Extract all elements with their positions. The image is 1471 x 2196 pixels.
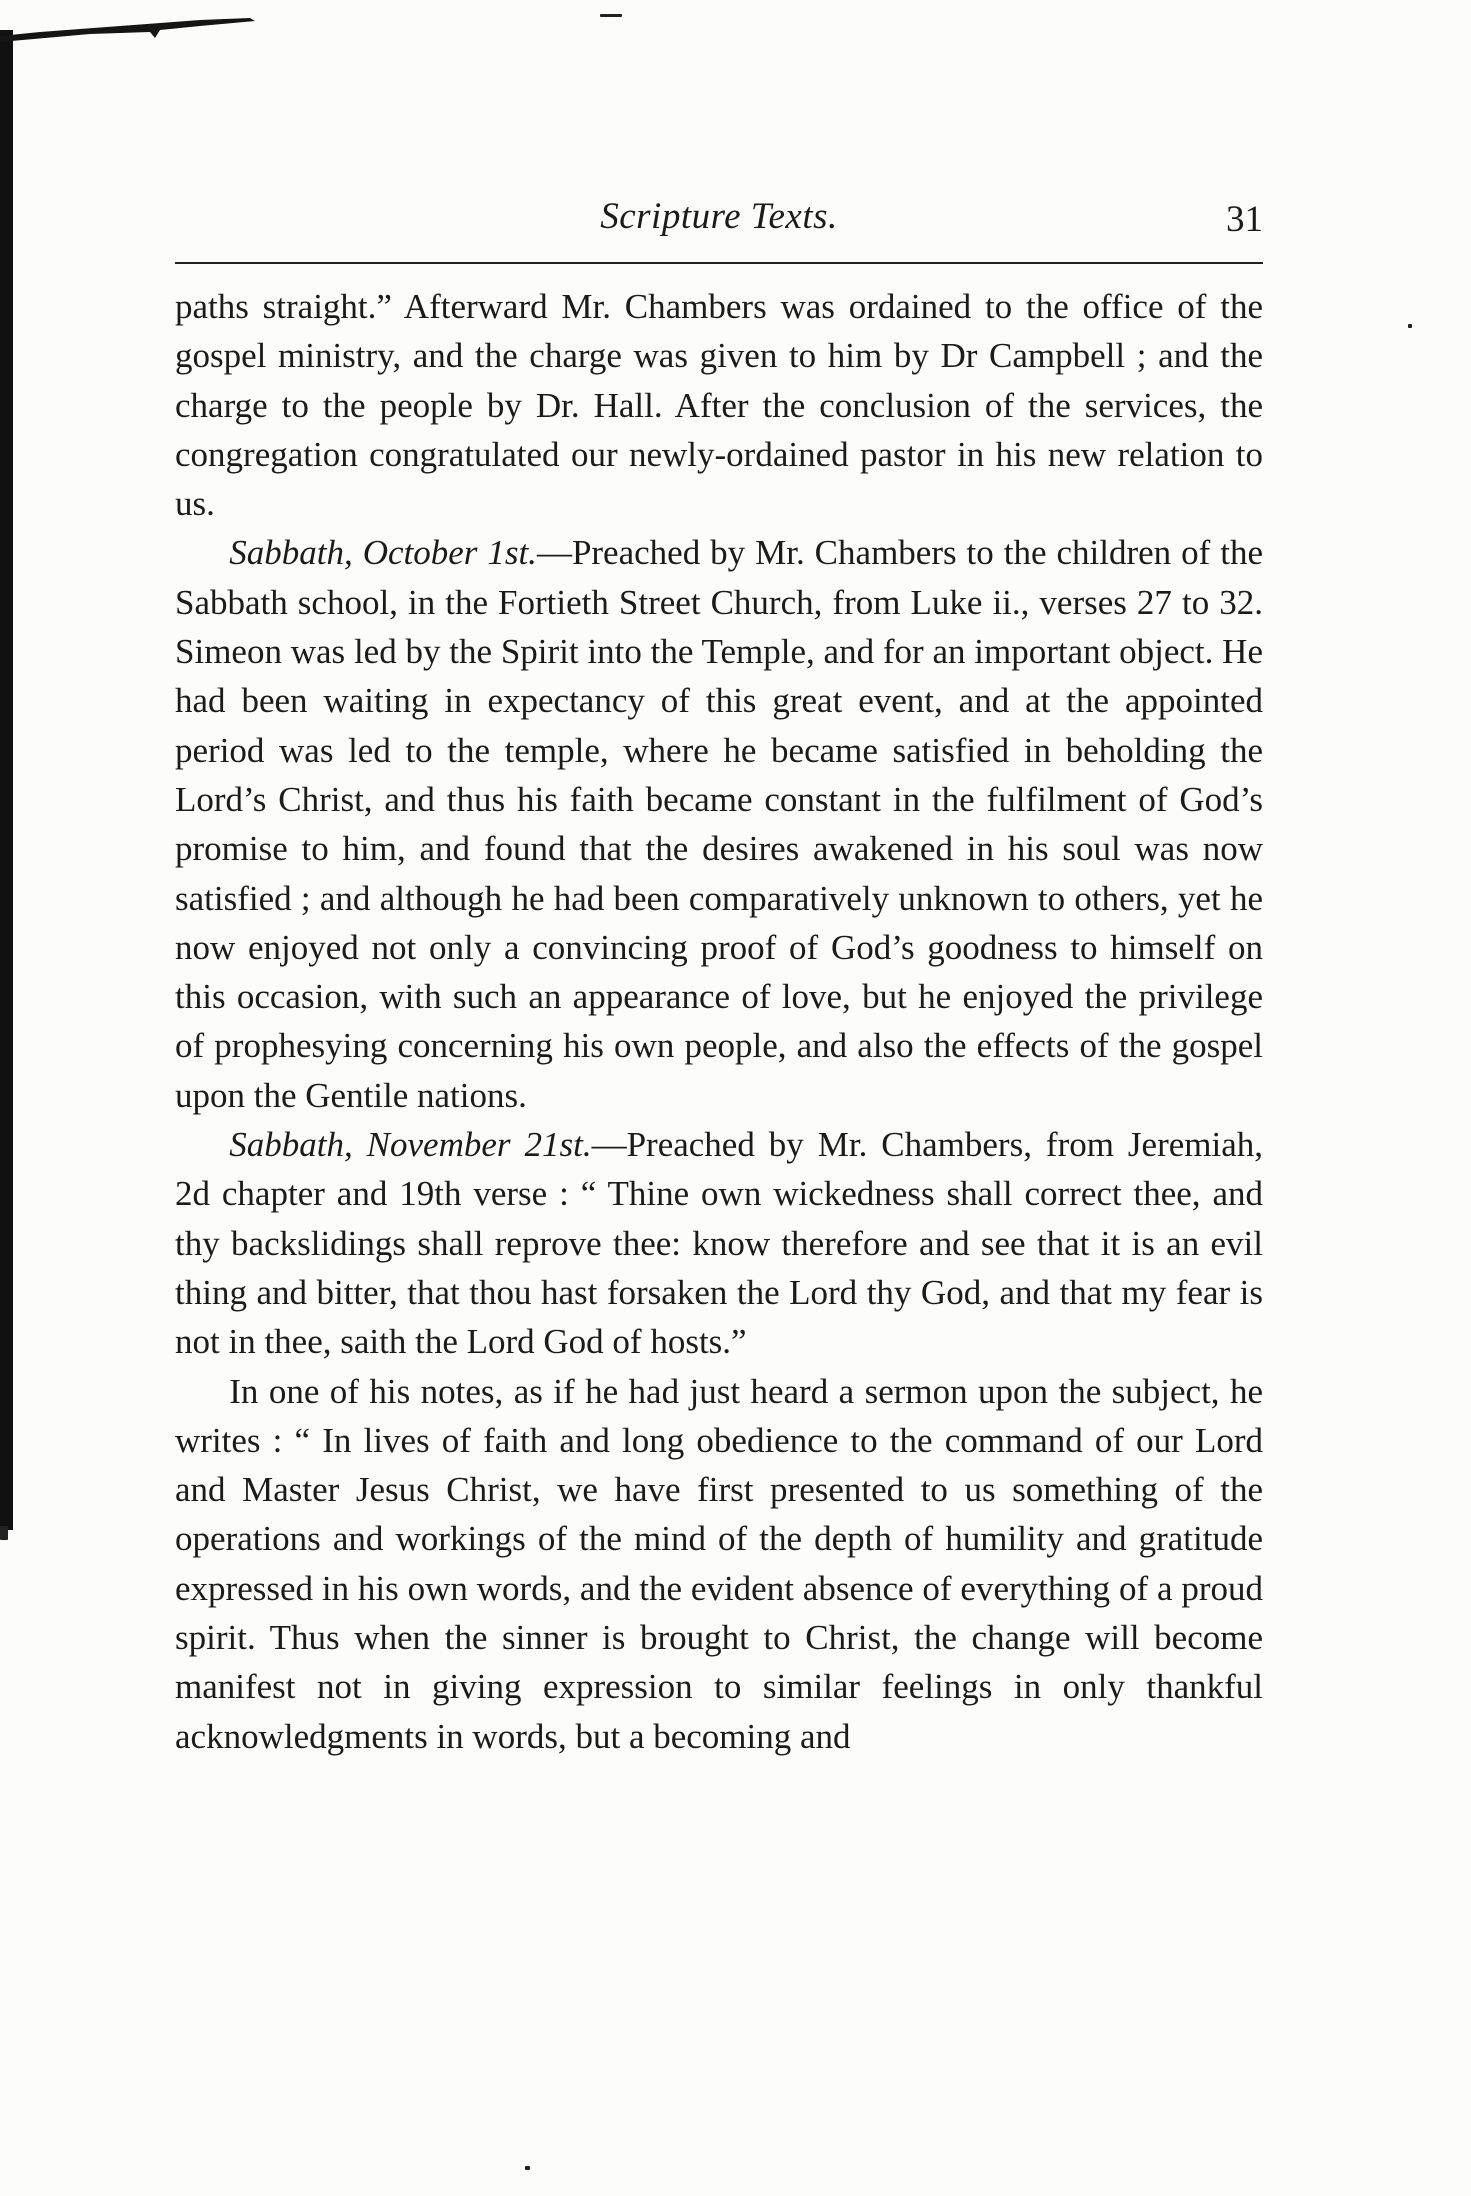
- paragraph-text: paths straight.” Afterward Mr. Chambers was ordained to the office of the gospel ministry, and the charge was given to him by Dr Campbell ; and the charge to the people by Dr. Hall. After the conclusion of the services, the congregation congratulated our newly-ordained pastor in his new relation to us.: [175, 287, 1263, 524]
- paragraph: [175, 282, 1263, 528]
- paragraph: [175, 528, 1263, 1120]
- ink-smudge-top: [0, 16, 340, 50]
- running-title: Scripture Texts.: [600, 196, 838, 237]
- header-rule: [175, 262, 1263, 264]
- book-page: [175, 190, 1263, 1761]
- paragraph-lead: Sabbath, October 1st.: [229, 533, 537, 573]
- paragraph-lead: Sabbath, November 21st.: [229, 1125, 592, 1165]
- speck-right: [1408, 324, 1412, 328]
- speck-top: [600, 14, 622, 17]
- page-binding-shadow: [0, 30, 13, 1530]
- speck-left: [0, 1526, 8, 1540]
- body-text: [175, 282, 1263, 1761]
- paragraph-text: —Preached by Mr. Chambers to the children of the Sabbath school, in the Fortieth Street Church, from Luke ii., verses 27 to 32. Simeon was led by the Spirit into the Temple, and for an important object. He had been waiting in expectancy of this great event, and at the appointed period was led to the temple, where he became satisfied in beholding the Lord’s Christ, and thus his faith became constant in the fulfilment of God’s promise to him, and found that the desires awakened in his soul was now satisfied ; and although he had been comparatively unknown to others, yet he now enjoyed not only a convincing proof of God’s goodness to himself on this occasion, with such an appearance of love, but he enjoyed the privilege of prophesying concerning his own people, and also the effects of the gospel upon the Gentile nations.: [175, 533, 1263, 1115]
- paragraph-text: —Preached by Mr. Chambers, from Jeremiah, 2d chapter and 19th verse : “ Thine own wickedness shall correct thee, and thy backslidings shall reprove thee: know therefore and see that it is an evil thing and bitter, that thou hast forsaken the Lord thy God, and that my fear is not in thee, saith the Lord God of hosts.”: [175, 1125, 1263, 1362]
- paragraph-text: In one of his notes, as if he had just heard a sermon upon the subject, he writes : “ In lives of faith and long obedience to the command of our Lord and Master Jesus Christ, we have first presented to us something of the operations and workings of the mind of the depth of humility and gratitude expressed in his own words, and the evident absence of everything of a proud spirit. Thus when the sinner is brought to Christ, the change will become manifest not in giving expression to similar feelings in only thankful acknowledgments in words, but a becoming and: [175, 1371, 1263, 1756]
- paragraph: [175, 1367, 1263, 1761]
- speck-bottom: [525, 2166, 530, 2170]
- paragraph: [175, 1120, 1263, 1366]
- running-head: [175, 190, 1263, 240]
- page-number: 31: [1226, 199, 1263, 240]
